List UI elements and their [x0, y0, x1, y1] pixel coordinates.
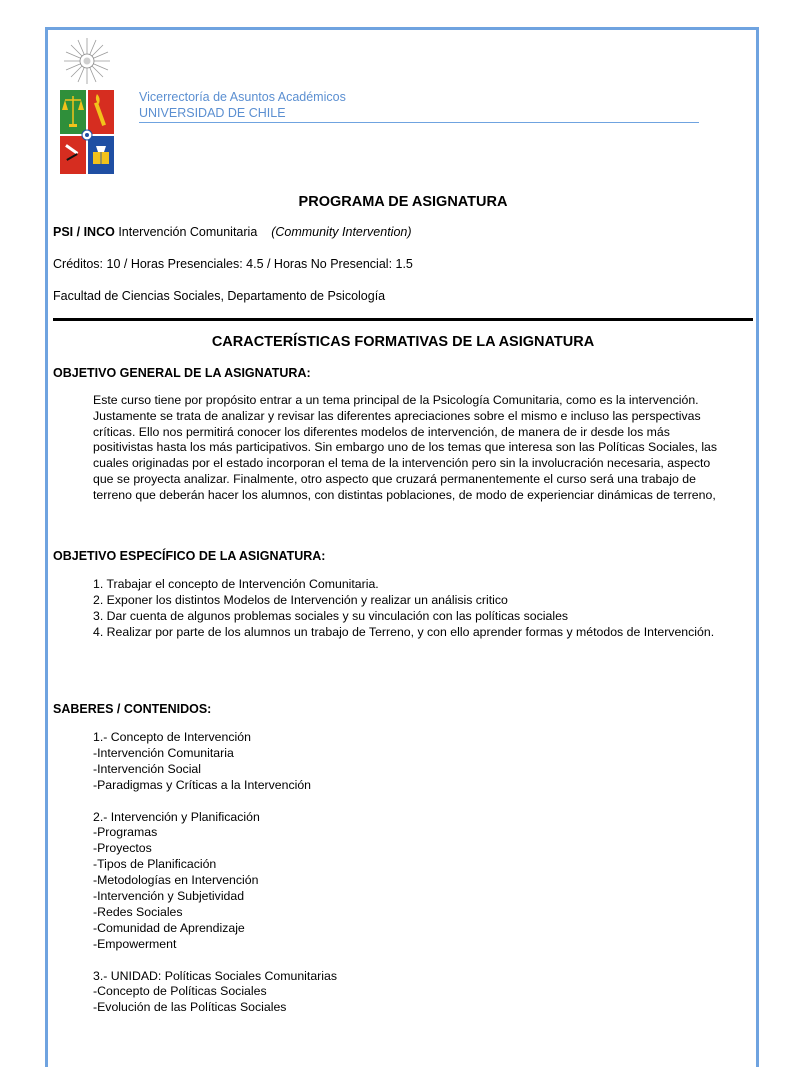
saberes-heading: SABERES / CONTENIDOS: — [53, 702, 212, 716]
list-item: -Intervención Social — [93, 761, 201, 776]
list-item: -Redes Sociales — [93, 904, 183, 919]
objetivo-especifico-list — [93, 577, 718, 641]
program-title: PROGRAMA DE ASIGNATURA — [298, 194, 508, 210]
list-item: -Proyectos — [93, 841, 152, 856]
objetivo-general-heading: OBJETIVO GENERAL DE LA ASIGNATURA: — [53, 366, 311, 380]
saberes-list — [93, 730, 718, 1016]
shield-icon — [60, 90, 114, 174]
list-item: -Intervención Comunitaria — [93, 745, 234, 760]
list-item: 3. Dar cuenta de algunos problemas sociales y su vinculación con las políticas sociales — [93, 608, 569, 623]
spacer — [93, 953, 718, 969]
faculty-line: Facultad de Ciencias Sociales, Departamento de Psicología — [53, 289, 386, 303]
course-name: Intervención Comunitaria — [118, 225, 258, 239]
unit-title: 3.- UNIDAD: Políticas Sociales Comunitarias — [93, 968, 337, 983]
list-item: -Metodologías en Intervención — [93, 873, 259, 888]
list-item: -Concepto de Políticas Sociales — [93, 984, 267, 999]
objetivo-especifico-heading: OBJETIVO ESPECÍFICO DE LA ASIGNATURA: — [53, 549, 326, 563]
section-divider — [53, 318, 753, 321]
list-item: -Comunidad de Aprendizaje — [93, 920, 245, 935]
list-item: 2. Exponer los distintos Modelos de Intervención y realizar un análisis critico — [93, 592, 508, 607]
spacer — [93, 794, 718, 810]
list-item: -Paradigmas y Críticas a la Intervención — [93, 777, 312, 792]
unit-title: 1.- Concepto de Intervención — [93, 730, 251, 744]
header-rule — [139, 122, 699, 123]
vicerrectoria-label: Vicerrectoría de Asuntos Académicos — [139, 90, 346, 104]
course-english-name: (Community Intervention) — [271, 225, 412, 239]
course-line — [53, 225, 412, 239]
characteristics-title: CARACTERÍSTICAS FORMATIVAS DE LA ASIGNATURA — [211, 334, 595, 350]
unit-title: 2.- Intervención y Planificación — [93, 809, 260, 824]
university-header — [139, 89, 699, 123]
list-item: 4. Realizar por parte de los alumnos un trabajo de Terreno, y con ello aprender formas y métodos de Intervención. — [93, 624, 715, 639]
list-item: -Evolución de las Políticas Sociales — [93, 1000, 287, 1015]
list-item: -Programas — [93, 825, 158, 840]
list-item: -Intervención y Subjetividad — [93, 889, 245, 904]
university-crest-logo — [57, 36, 117, 176]
objetivo-general-text: Este curso tiene por propósito entrar a un tema principal de la Psicología Comunitaria, como es la intervención. Justamente se trata de analizar y revisar las diferentes apreciaciones sobre el mismo e incluso las perspectivas críticas. Ello nos permitirá conocer los diferentes modelos de intervención, de manera de ir desde los más positivistas hasta los más participativos. Sin embargo uno de los temas que interesa son las Políticas Sociales, las cuales originadas por el estado incorporan el tema de la intervención pero sin la involucración necesaria, aspecto que se proyecta analizar. Finalmente, otro aspecto que cruzará permanentemente el curso será una trabajo de terreno que deberán hacer los alumnos, con distintas poblaciones, de modo de experienciar dinámicas de terreno, — [93, 393, 718, 502]
university-name: UNIVERSIDAD DE CHILE — [139, 106, 286, 120]
list-item: -Empowerment — [93, 936, 177, 951]
list-item: -Tipos de Planificación — [93, 857, 217, 872]
course-code: PSI / INCO — [53, 225, 115, 239]
credits-line: Créditos: 10 / Horas Presenciales: 4.5 / Horas No Presencial: 1.5 — [53, 257, 413, 271]
list-item: 1. Trabajar el concepto de Intervención Comunitaria. — [93, 577, 379, 591]
